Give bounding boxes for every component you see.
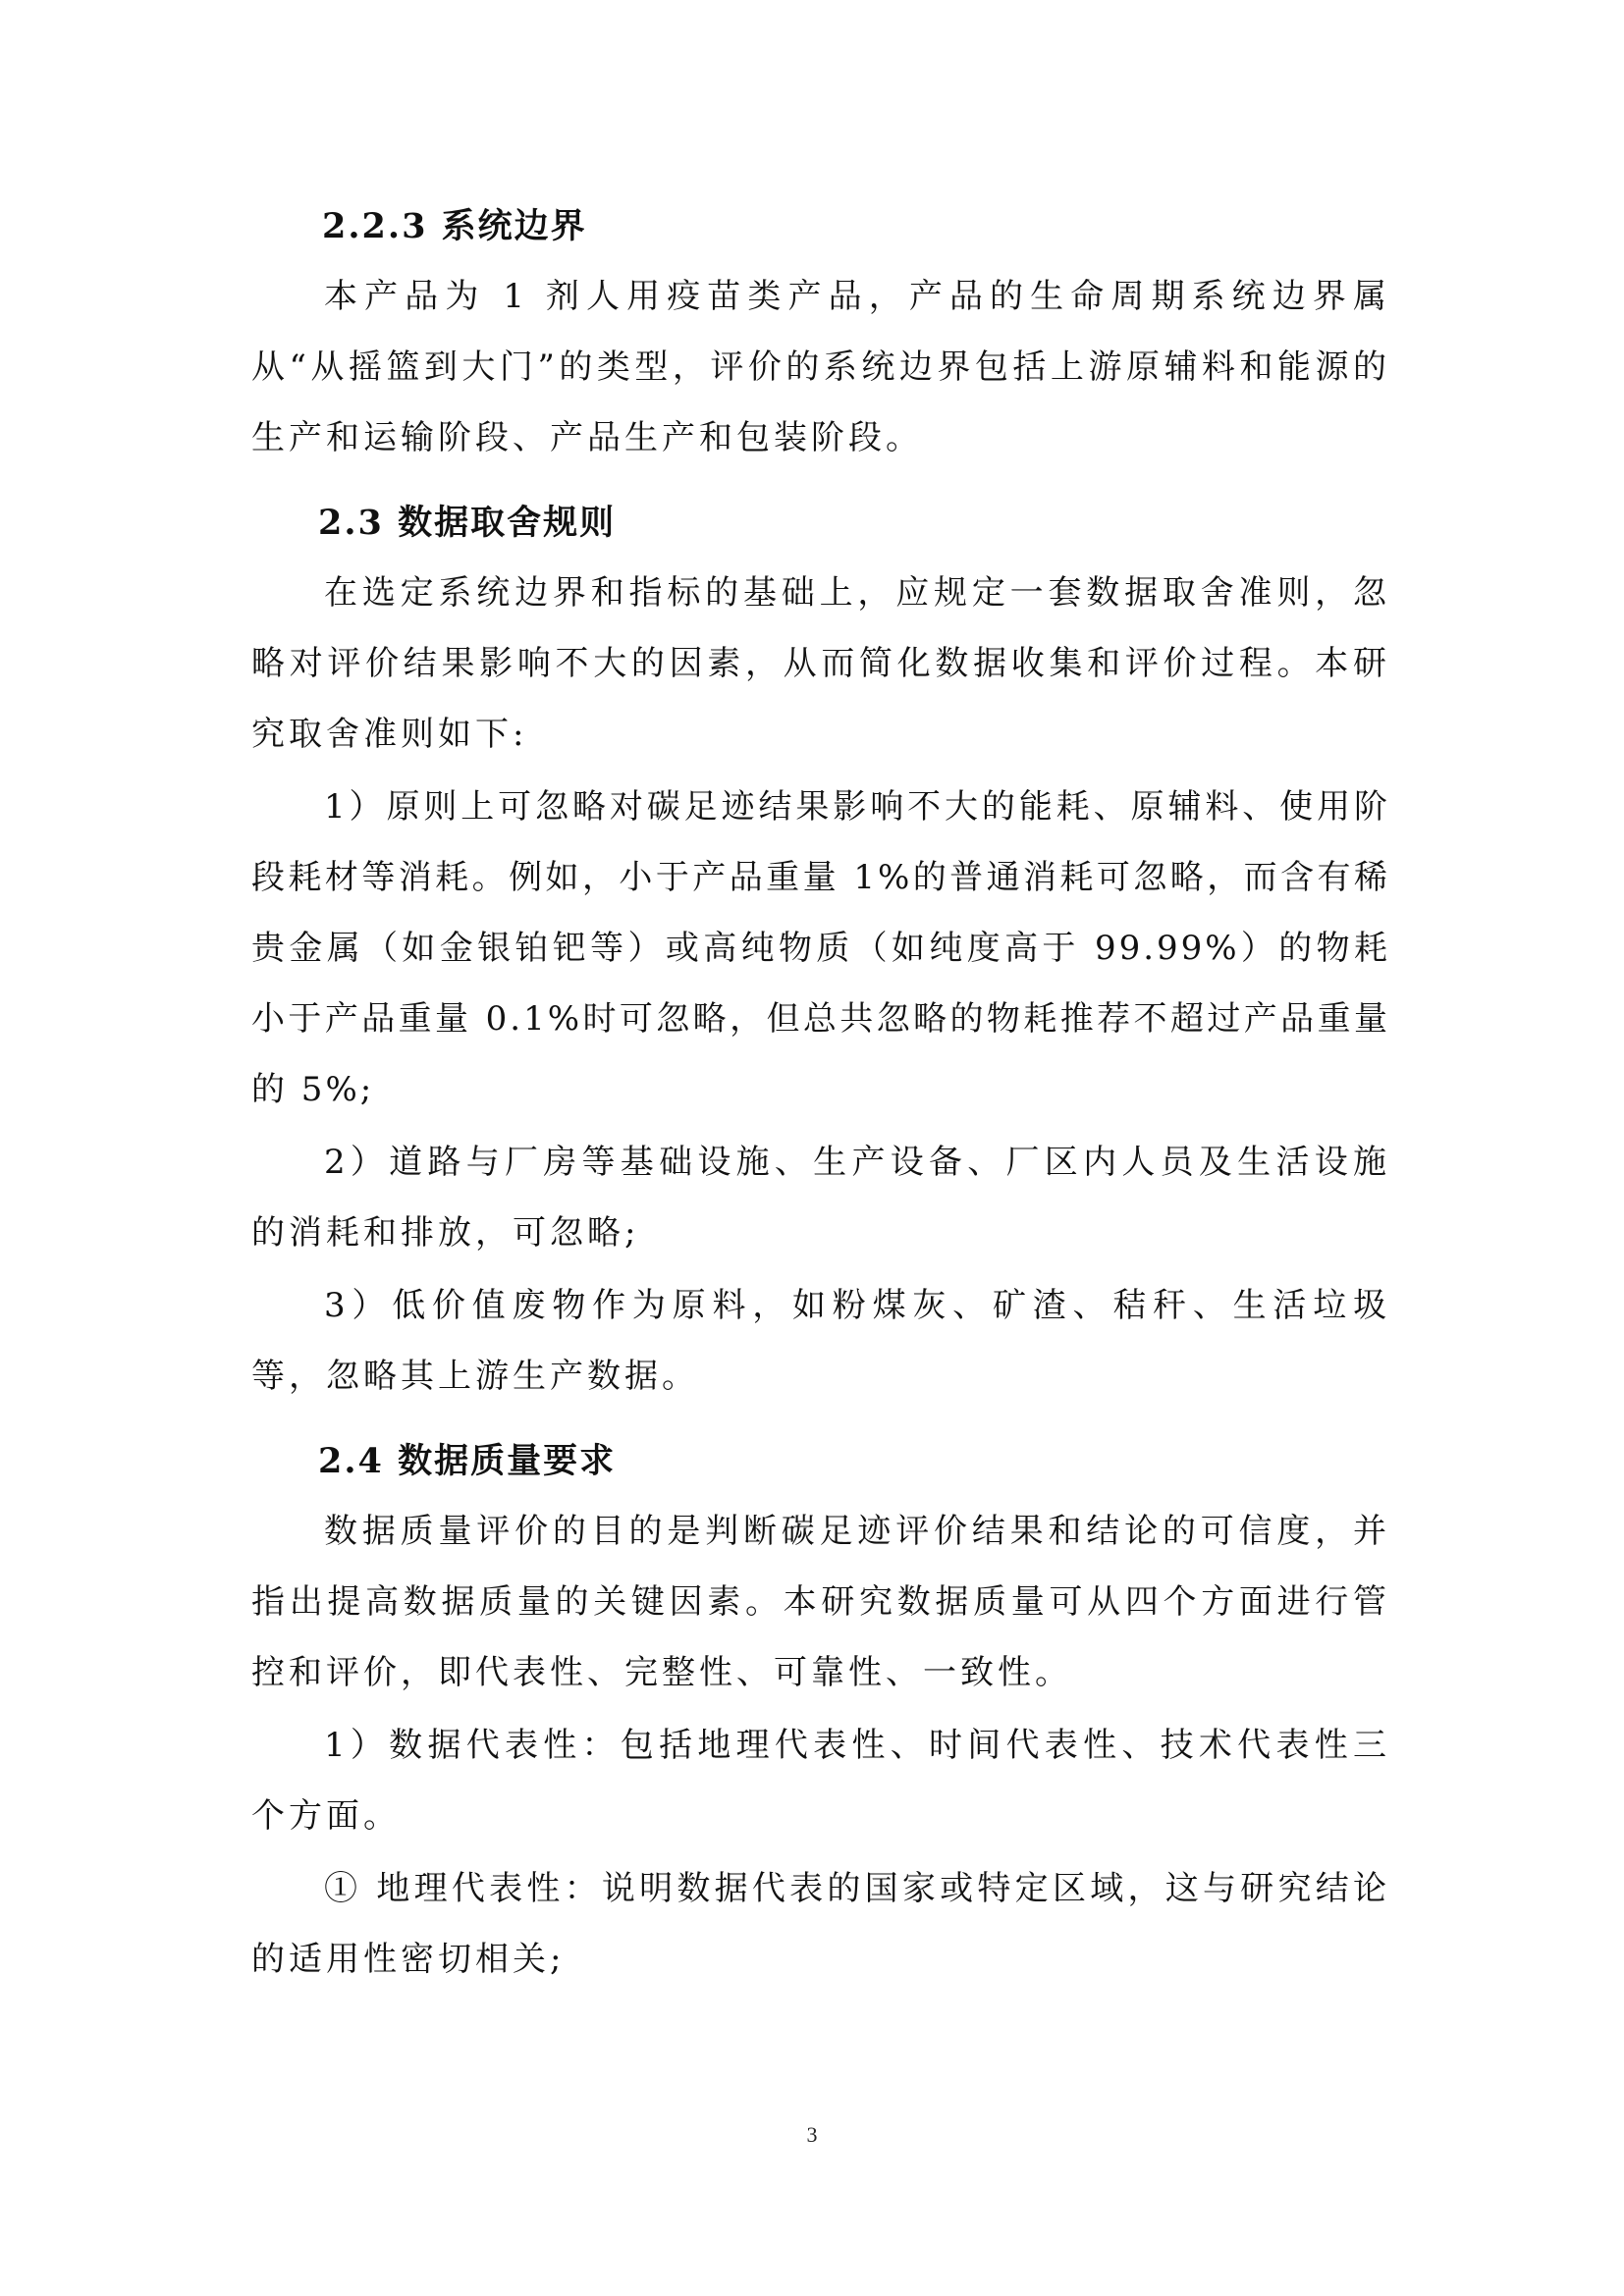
section-heading-2-2-3: 2.2.3 系统边界 <box>322 206 587 246</box>
page-number: 3 <box>806 2122 818 2147</box>
paragraph-representativeness: 1）数据代表性：包括地理代表性、时间代表性、技术代表性三个方面。 <box>251 1726 1390 1836</box>
page-body <box>251 192 1390 1995</box>
paragraph-cutoff-intro: 在选定系统边界和指标的基础上，应规定一套数据取舍准则，忽略对评价结果影响不大的因素，从而简化数据收集和评价过程。本研究取舍准则如下: <box>251 573 1390 754</box>
paragraph-data-quality-intro: 数据质量评价的目的是判断碳足迹评价结果和结论的可信度，并指出提高数据质量的关键因素。本研究数据质量可从四个方面进行管控和评价，即代表性、完整性、可靠性、一致性。 <box>251 1512 1390 1692</box>
section-heading-2-3: 2.3 数据取舍规则 <box>318 503 617 543</box>
paragraph-system-boundary: 本产品为 1 剂人用疫苗类产品，产品的生命周期系统边界属从“从摇篮到大门”的类型，评价的系统边界包括上游原辅料和能源的生产和运输阶段、产品生产和包装阶段。 <box>251 277 1390 457</box>
paragraph-geographic-representativeness: ① 地理代表性：说明数据代表的国家或特定区域，这与研究结论的适用性密切相关; <box>251 1869 1390 1979</box>
paragraph-cutoff-rule-1: 1）原则上可忽略对碳足迹结果影响不大的能耗、原辅料、使用阶段耗材等消耗。例如，小于产品重量 1%的普通消耗可忽略，而含有稀贵金属（如金银铂钯等）或高纯物质（如纯度高于 99.99%）的物耗小于产品重量 0.1%时可忽略，但总共忽略的物耗推荐不超过产品重量的 5%; <box>251 787 1390 1109</box>
paragraph-cutoff-rule-3: 3）低价值废物作为原料，如粉煤灰、矿渣、秸秆、生活垃圾等，忽略其上游生产数据。 <box>251 1286 1390 1396</box>
paragraph-cutoff-rule-2: 2）道路与厂房等基础设施、生产设备、厂区内人员及生活设施的消耗和排放，可忽略; <box>251 1143 1390 1253</box>
section-heading-2-4: 2.4 数据质量要求 <box>318 1441 617 1481</box>
